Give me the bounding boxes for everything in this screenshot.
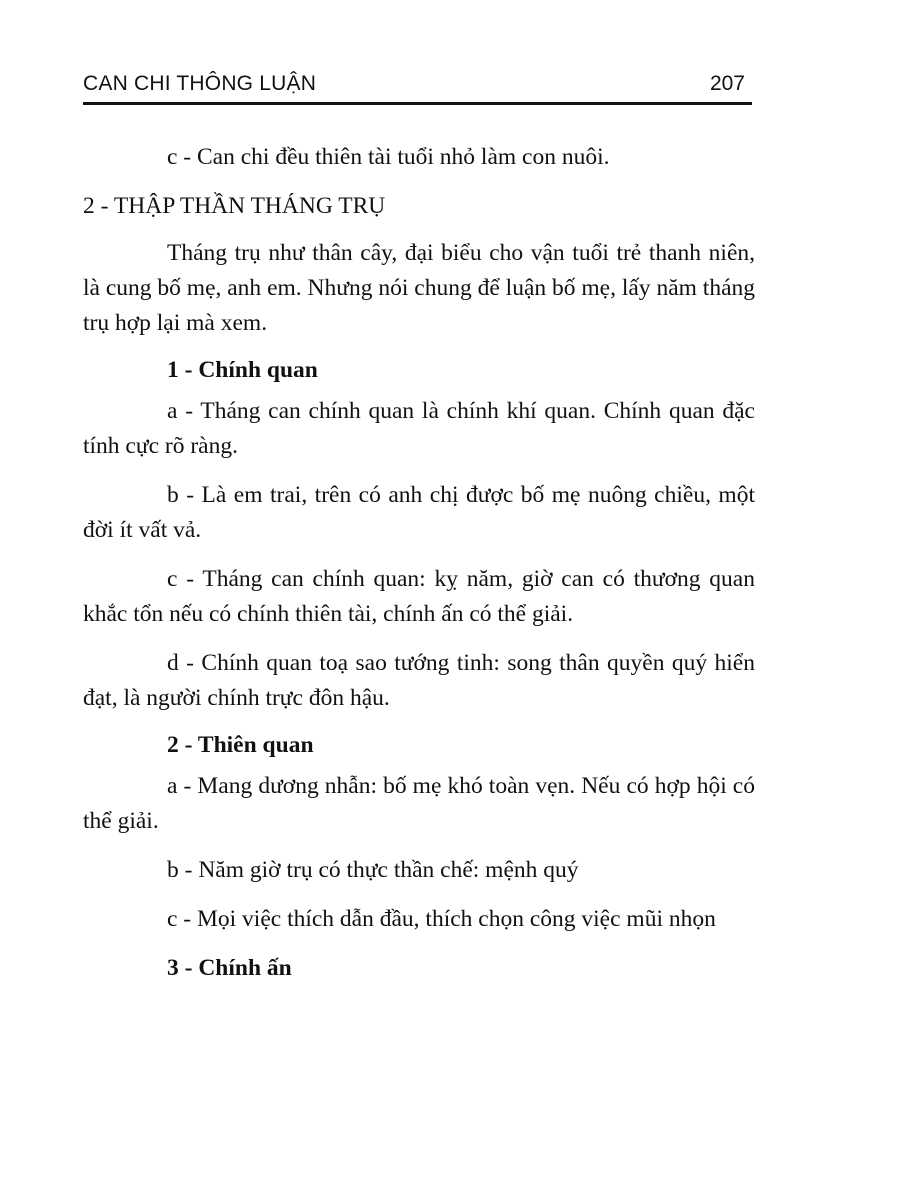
page-header [83,72,751,102]
paragraph-chinh-quan-d: d - Chính quan toạ sao tướng tinh: song thân quyền quý hiển đạt, là người chính trực đôn hậu. [83,650,755,711]
subheading-chinh-quan: 1 - Chính quan [167,357,318,383]
paragraph-c-can-chi: c - Can chi đều thiên tài tuổi nhỏ làm con nuôi. [167,144,610,170]
paragraph-chinh-quan-b: b - Là em trai, trên có anh chị được bố mẹ nuông chiều, một đời ít vất vả. [83,482,755,543]
paragraph-chinh-quan-c: c - Tháng can chính quan: kỵ năm, giờ can có thương quan khắc tổn nếu có chính thiên tài, chính ấn có thể giải. [83,566,755,627]
header-rule [83,102,752,105]
page-number: 207 [709,72,745,95]
running-title: CAN CHI THÔNG LUẬN [83,72,317,95]
paragraph-intro: Tháng trụ như thân cây, đại biểu cho vận tuổi trẻ thanh niên, là cung bố mẹ, anh em. Nhưng nói chung để luận bố mẹ, lấy năm tháng trụ hợp lại mà xem. [83,240,755,336]
paragraph-thien-quan-c: c - Mọi việc thích dẫn đầu, thích chọn công việc mũi nhọn [167,906,716,932]
paragraph-chinh-quan-a: a - Tháng can chính quan là chính khí quan. Chính quan đặc tính cực rõ ràng. [83,398,755,459]
paragraph-thien-quan-a: a - Mang dương nhẫn: bố mẹ khó toàn vẹn. Nếu có hợp hội có thể giải. [83,773,755,834]
subheading-thien-quan: 2 - Thiên quan [167,732,314,758]
page-body [83,140,755,986]
subheading-chinh-an: 3 - Chính ấn [167,955,292,981]
section-title-thap-than-thang-tru: 2 - THẬP THẦN THÁNG TRỤ [83,193,386,219]
paragraph-thien-quan-b: b - Năm giờ trụ có thực thần chế: mệnh quý [167,857,579,883]
